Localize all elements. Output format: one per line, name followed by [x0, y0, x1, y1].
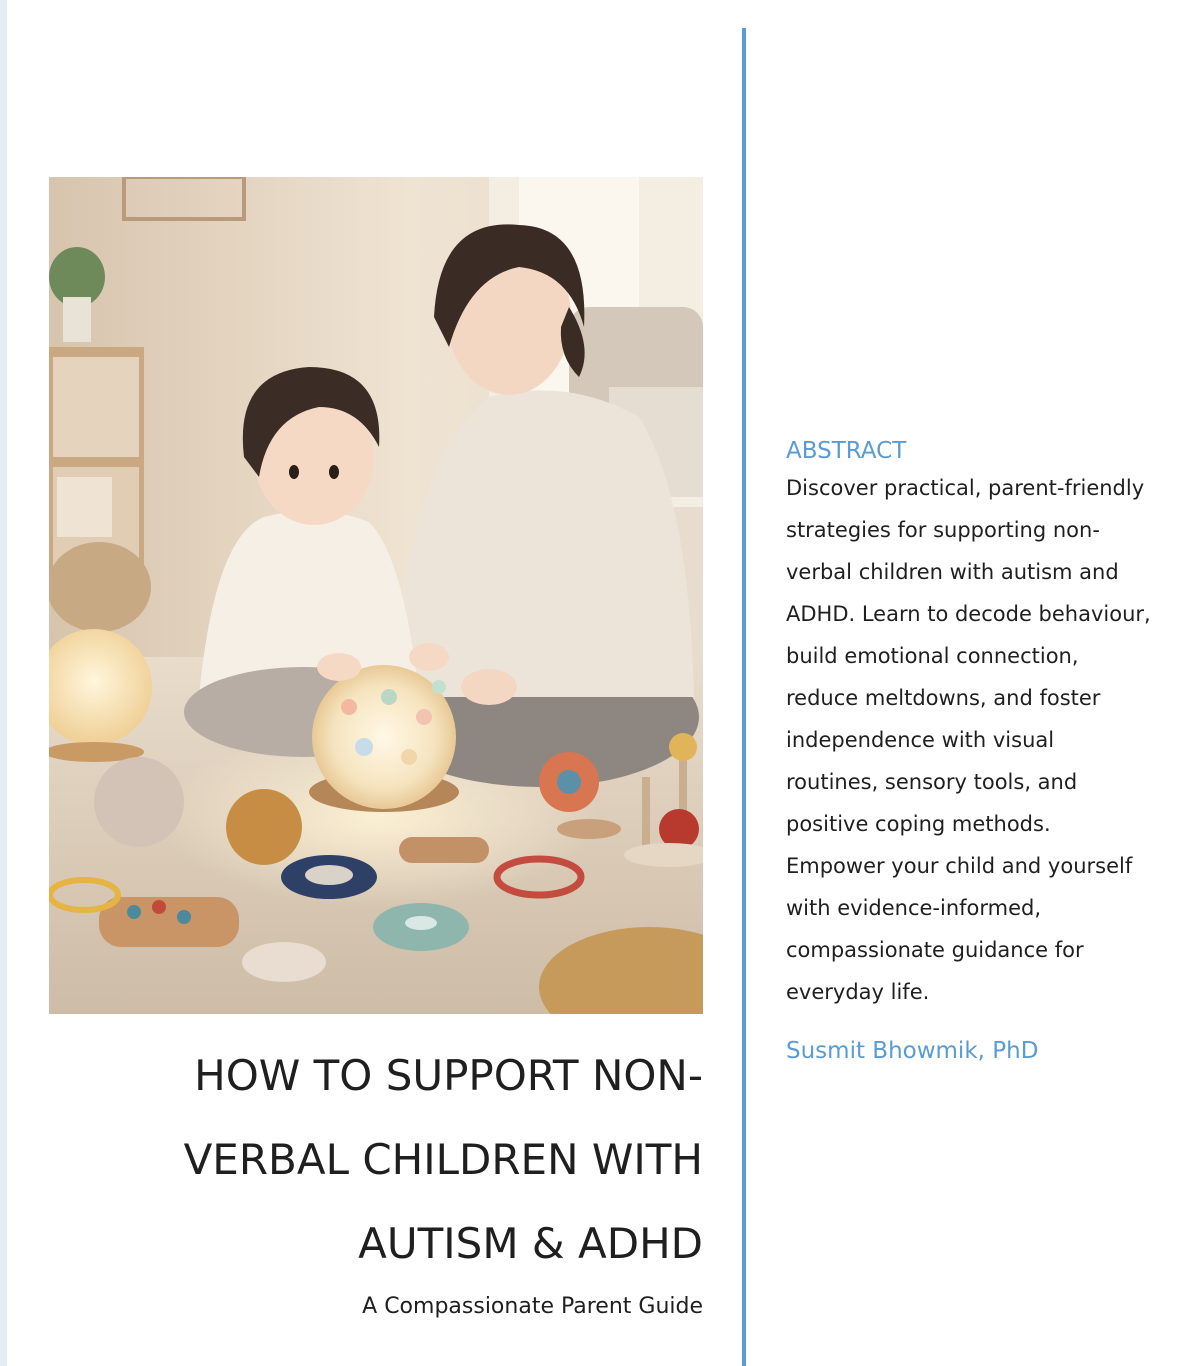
abstract-line: verbal children with autism and: [786, 560, 1119, 584]
title-line: AUTISM & ADHD: [358, 1219, 703, 1268]
abstract-line: strategies for supporting non-: [786, 518, 1100, 542]
abstract-line: positive coping methods.: [786, 812, 1051, 836]
abstract-line: compassionate guidance for: [786, 938, 1084, 962]
illustration-svg: [49, 177, 703, 1014]
vertical-divider: [742, 28, 746, 1366]
abstract-line: with evidence-informed,: [786, 896, 1042, 920]
abstract-heading: ABSTRACT: [786, 438, 907, 464]
abstract-line: build emotional connection,: [786, 644, 1079, 668]
cover-illustration: [49, 177, 703, 1014]
abstract-line: Discover practical, parent-friendly: [786, 476, 1145, 500]
abstract-line: reduce meltdowns, and foster: [786, 686, 1101, 710]
abstract-line: everyday life.: [786, 980, 930, 1004]
abstract-line: independence with visual: [786, 728, 1055, 752]
abstract-line: ADHD. Learn to decode behaviour,: [786, 602, 1151, 626]
title-line: VERBAL CHILDREN WITH: [183, 1135, 703, 1184]
abstract-line: Empower your child and yourself: [786, 854, 1133, 878]
title-line: HOW TO SUPPORT NON-: [194, 1051, 703, 1100]
page-edge: [0, 0, 7, 1366]
abstract-line: routines, sensory tools, and: [786, 770, 1078, 794]
author-name: Susmit Bhowmik, PhD: [786, 1038, 1039, 1064]
cover-subtitle: A Compassionate Parent Guide: [362, 1294, 703, 1319]
cover-title: [103, 1034, 703, 1286]
abstract-body: [786, 467, 1186, 1013]
